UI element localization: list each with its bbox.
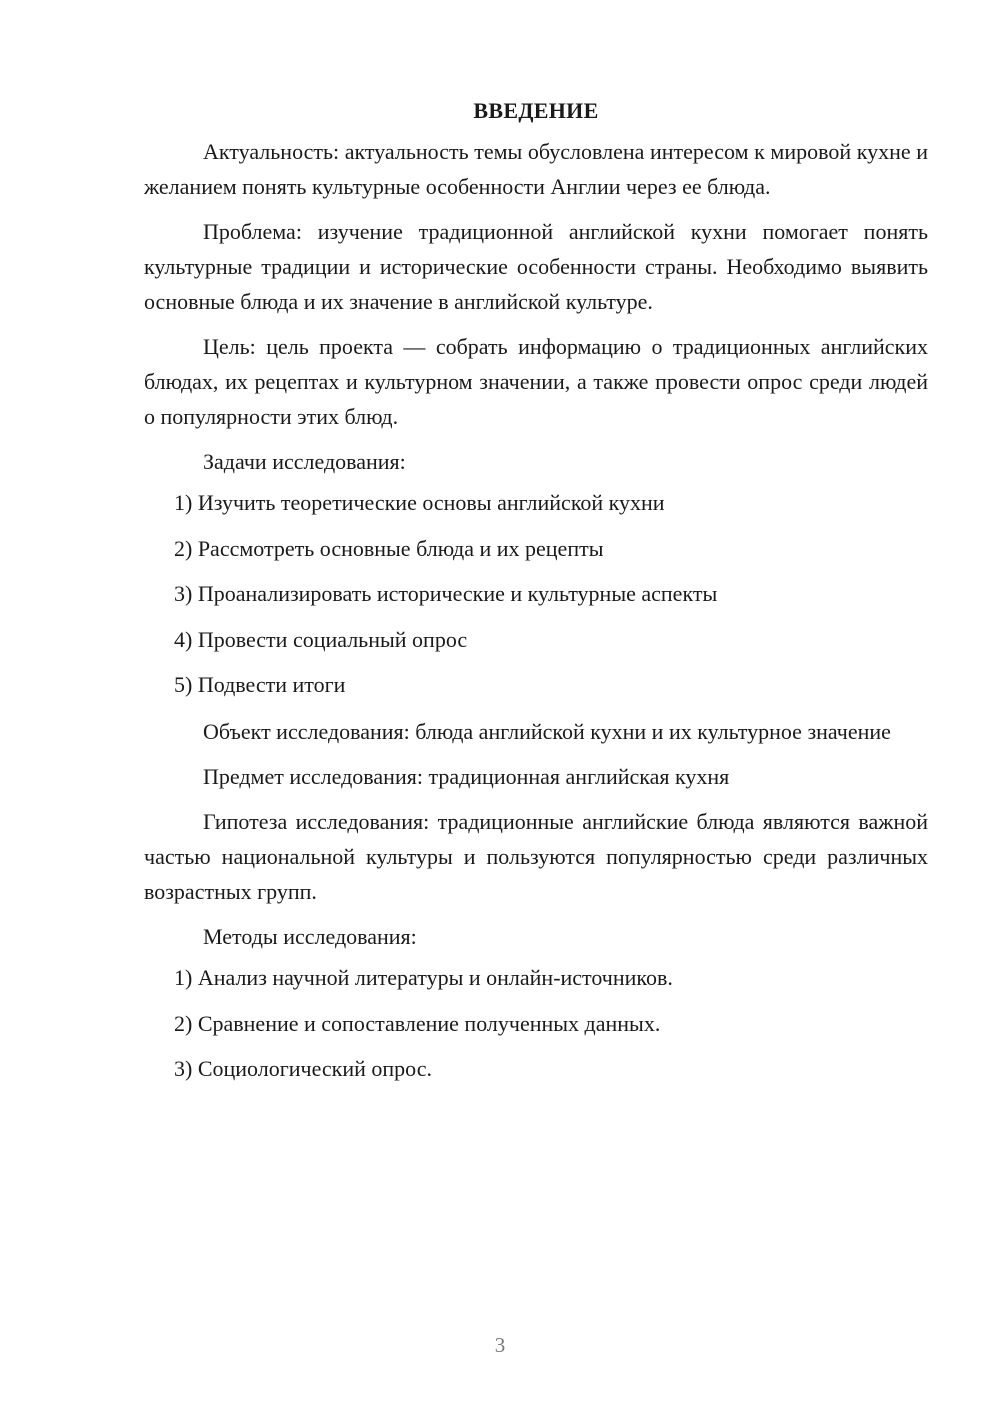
page-number: 3 [494,1333,506,1357]
list-item: 3) Социологический опрос. [174,1056,432,1081]
methods-list [144,960,928,1086]
list-item: 1) Анализ научной литературы и онлайн-источников. [174,965,673,990]
page-content [144,96,928,1098]
paragraph-hypothesis: Гипотеза исследования: традиционные английские блюда являются важной частью национальной культуры и пользуются популярностью среди различных возрастных групп. [144,809,928,904]
list-item: 1) Изучить теоретические основы английской кухни [174,490,665,515]
tasks-list [144,485,928,702]
paragraph-problem: Проблема: изучение традиционной английской кухни помогает понять культурные традиции и исторические особенности страны. Необходимо выявить основные блюда и их значение в английской культуре. [144,219,928,314]
paragraph-subject: Предмет исследования: традиционная английская кухня [203,764,730,789]
paragraph-goal: Цель: цель проекта — собрать информацию о традиционных английских блюдах, их рецептах и культурном значении, а также провести опрос среди людей о популярности этих блюд. [144,334,928,429]
list-item: 3) Проанализировать исторические и культурные аспекты [174,581,718,606]
list-item: 5) Подвести итоги [174,672,346,697]
paragraph-relevance: Актуальность: актуальность темы обусловлена интересом к мировой кухне и желанием понять культурные особенности Англии через ее блюда. [144,139,928,199]
paragraph-object: Объект исследования: блюда английской кухни и их культурное значение [203,719,891,744]
methods-heading: Методы исследования: [203,924,417,949]
tasks-heading: Задачи исследования: [203,449,406,474]
section-title: ВВЕДЕНИЕ [473,98,599,123]
list-item: 2) Рассмотреть основные блюда и их рецепты [174,535,604,561]
list-item: 4) Провести социальный опрос [174,626,468,652]
list-item: 2) Сравнение и сопоставление полученных данных. [174,1010,661,1036]
